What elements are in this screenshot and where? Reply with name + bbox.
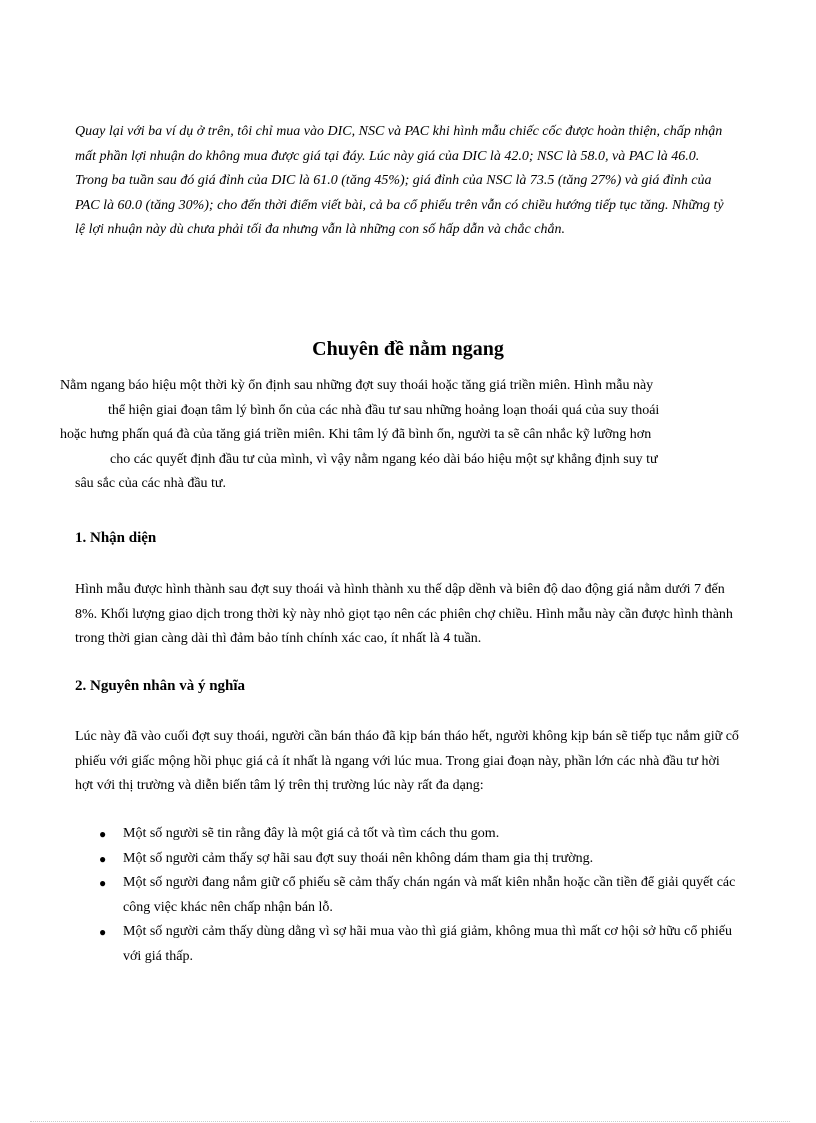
bullet-icon: ● bbox=[99, 851, 107, 866]
lead-line: thể hiện giai đoạn tâm lý bình ổn của các nhà đầu tư sau những hoảng loạn thoái quá của suy thoái bbox=[108, 402, 660, 418]
lead-line: Nằm ngang báo hiệu một thời kỳ ổn định sau những đợt suy thoái hoặc tăng giá triền miên. Hình mẫu này bbox=[60, 378, 654, 393]
list-item-text: Một số người đang nắm giữ cổ phiếu sẽ cảm thấy chán ngán và mất kiên nhẫn hoặc cần tiền để giải quyết các công việc khác nên chấp nhận bán lỗ. bbox=[123, 875, 736, 915]
list-item bbox=[75, 920, 740, 969]
section-heading-identification: 1. Nhận diện bbox=[75, 530, 157, 546]
bullet-icon: ● bbox=[99, 925, 107, 939]
list-item bbox=[75, 847, 740, 872]
page-title: Chuyên đề nằm ngang bbox=[312, 338, 504, 360]
bullet-icon: ● bbox=[99, 827, 107, 841]
lead-paragraph bbox=[60, 374, 740, 497]
lead-line: sâu sắc của các nhà đầu tư. bbox=[75, 476, 227, 491]
lead-line: hoặc hưng phấn quá đà của tăng giá triền miên. Khi tâm lý đã bình ổn, người ta sẽ cân nhắc kỹ lưỡng hơn bbox=[60, 427, 652, 442]
list-item bbox=[75, 871, 740, 920]
identification-paragraph: Hình mẫu được hình thành sau đợt suy thoái và hình thành xu thế dập dềnh và biên độ dao động giá nằm dưới 7 đến 8%. Khối lượng giao dịch trong thời kỳ này nhỏ giọt tạo nên các phiên chợ chiều. Hình mẫu này cần được hình thành trong thời gian càng dài thì đảm bảo tính chính xác cao, ít nhất là 4 tuần. bbox=[75, 582, 733, 646]
intro-paragraph: Quay lại với ba ví dụ ở trên, tôi chỉ mua vào DIC, NSC và PAC khi hình mẫu chiếc cốc được hoàn thiện, chấp nhận mất phần lợi nhuận do không mua được giá tại đáy. Lúc này giá của DIC là 42.0; NSC là 58.0, và PAC là 46.0. Trong ba tuần sau đó giá đỉnh của DIC là 61.0 (tăng 45%); giá đỉnh của NSC là 73.5 (tăng 27%) và giá đỉnh của PAC là 60.0 (tăng 30%); cho đến thời điểm viết bài, cả ba cổ phiếu trên vẫn có chiều hướng tiếp tục tăng. Những tỷ lệ lợi nhuận này dù chưa phải tối đa nhưng vẫn là những con số hấp dẫn và chắc chắn. bbox=[75, 124, 724, 237]
list-item-text: Một số người sẽ tin rằng đây là một giá cả tốt và tìm cách thu gom. bbox=[123, 826, 500, 841]
bullet-list bbox=[75, 822, 740, 969]
section-heading-causes: 2. Nguyên nhân và ý nghĩa bbox=[75, 678, 246, 694]
bullet-icon: ● bbox=[99, 876, 107, 890]
list-item-text: Một số người cảm thấy sợ hãi sau đợt suy thoái nên không dám tham gia thị trường. bbox=[123, 850, 594, 866]
list-item bbox=[75, 822, 740, 847]
lead-line: cho các quyết định đầu tư của mình, vì vậy nằm ngang kéo dài báo hiệu một sự khẳng định suy tư bbox=[110, 451, 658, 467]
list-item-text: Một số người cảm thấy dùng dằng vì sợ hãi mua vào thì giá giảm, không mua thì mất cơ hội sở hữu cổ phiếu với giá thấp. bbox=[123, 924, 732, 964]
causes-paragraph: Lúc này đã vào cuối đợt suy thoái, người cần bán tháo đã kịp bán tháo hết, người không kịp bán sẽ tiếp tục nắm giữ cổ phiếu với giấc mộng hồi phục giá cả ít nhất là ngang với lúc mua. Trong giai đoạn này, phần lớn các nhà đầu tư hời hợt với thị trường và diễn biến tâm lý trên thị trường lúc này rất đa dạng: bbox=[75, 729, 739, 793]
page-bottom-divider bbox=[30, 1121, 790, 1122]
